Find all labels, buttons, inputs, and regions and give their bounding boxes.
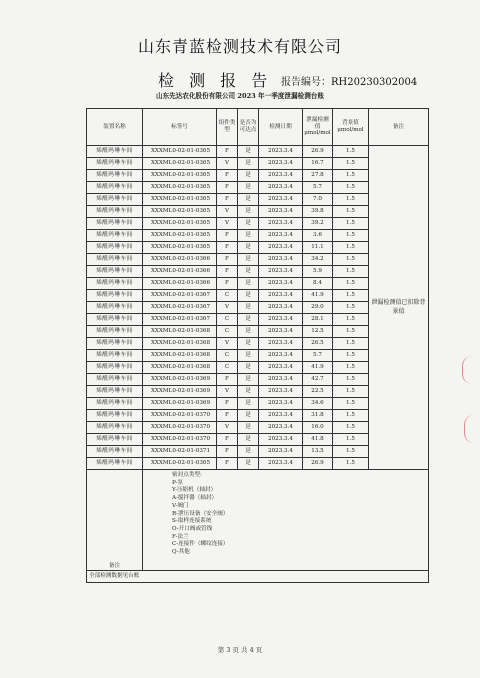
- cell-background: 1.5: [333, 338, 369, 350]
- cell-date: 2023.3.4: [259, 350, 303, 362]
- cell-component: C: [217, 362, 238, 374]
- cell-device: 烯酰吗啉车间: [87, 422, 143, 434]
- cell-component: F: [217, 146, 238, 158]
- cell-device: 烯酰吗啉车间: [87, 254, 143, 266]
- cell-date: 2023.3.4: [259, 278, 303, 290]
- cell-value: 16.0: [303, 422, 333, 434]
- cell-device: 烯酰吗啉车间: [87, 290, 143, 302]
- cell-value: 8.4: [303, 278, 333, 290]
- report-number: 报告编号：RH20230302004: [281, 77, 418, 88]
- legend-item: 密封点类型:: [172, 472, 202, 478]
- cell-value: 5.7: [303, 182, 333, 194]
- cell-date: 2023.3.4: [259, 206, 303, 218]
- cell-background: 1.5: [333, 398, 369, 410]
- cell-value: 5.9: [303, 266, 333, 278]
- cell-tag: XXXML0-02-01-0365: [143, 458, 217, 470]
- cell-device: 烯酰吗啉车间: [87, 326, 143, 338]
- cell-tag: XXXML0-02-01-0370: [143, 410, 217, 422]
- cell-background: 1.5: [333, 350, 369, 362]
- legend-label: 备注: [87, 470, 143, 571]
- cell-device: 烯酰吗啉车间: [87, 242, 143, 254]
- cell-reach: 是: [238, 398, 259, 410]
- cell-tag: XXXML0-02-01-0365: [143, 170, 217, 182]
- cell-date: 2023.3.4: [259, 290, 303, 302]
- cell-tag: XXXML0-02-01-0365: [143, 218, 217, 230]
- cell-value: 3.6: [303, 230, 333, 242]
- cell-tag: XXXML0-02-01-0368: [143, 338, 217, 350]
- cell-value: 5.7: [303, 350, 333, 362]
- cell-background: 1.5: [333, 290, 369, 302]
- header-background: 背景值 μmol/mol: [333, 109, 369, 146]
- cell-reach: 是: [238, 326, 259, 338]
- cell-reach: 是: [238, 302, 259, 314]
- cell-reach: 是: [238, 230, 259, 242]
- cell-background: 1.5: [333, 254, 369, 266]
- cell-background: 1.5: [333, 446, 369, 458]
- cell-device: 烯酰吗啉车间: [87, 194, 143, 206]
- cell-value: 26.9: [303, 458, 333, 470]
- cell-reach: 是: [238, 242, 259, 254]
- cell-tag: XXXML0-02-01-0365: [143, 158, 217, 170]
- cell-component: V: [217, 338, 238, 350]
- cell-reach: 是: [238, 206, 259, 218]
- cell-device: 烯酰吗啉车间: [87, 278, 143, 290]
- cell-tag: XXXML0-02-01-0365: [143, 194, 217, 206]
- cell-background: 1.5: [333, 434, 369, 446]
- cell-date: 2023.3.4: [259, 446, 303, 458]
- cell-reach: 是: [238, 446, 259, 458]
- cell-component: C: [217, 326, 238, 338]
- cell-reach: 是: [238, 290, 259, 302]
- legend-item: Q-其他: [172, 549, 190, 556]
- cell-tag: XXXML0-02-01-0365: [143, 230, 217, 242]
- cell-date: 2023.3.4: [259, 374, 303, 386]
- report-title: 检 测 报 告: [158, 71, 273, 90]
- cell-component: F: [217, 434, 238, 446]
- cell-date: 2023.3.4: [259, 146, 303, 158]
- cell-device: 烯酰吗啉车间: [87, 398, 143, 410]
- cell-value: 41.9: [303, 290, 333, 302]
- cell-device: 烯酰吗啉车间: [87, 182, 143, 194]
- cell-reach: 是: [238, 338, 259, 350]
- cell-date: 2023.3.4: [259, 254, 303, 266]
- cell-tag: XXXML0-02-01-0369: [143, 386, 217, 398]
- cell-device: 烯酰吗啉车间: [87, 458, 143, 470]
- cell-tag: XXXML0-02-01-0368: [143, 326, 217, 338]
- cell-date: 2023.3.4: [259, 434, 303, 446]
- cell-background: 1.5: [333, 206, 369, 218]
- legend-item: Y-压缩机（轴封）: [172, 487, 217, 494]
- cell-component: V: [217, 218, 238, 230]
- cell-background: 1.5: [333, 218, 369, 230]
- legend-item: V-阀门: [172, 502, 189, 509]
- cell-date: 2023.3.4: [259, 194, 303, 206]
- cell-device: 烯酰吗啉车间: [87, 230, 143, 242]
- cell-background: 1.5: [333, 302, 369, 314]
- cell-device: 烯酰吗啉车间: [87, 350, 143, 362]
- legend-item: O-开口阀或管线: [172, 526, 213, 533]
- cell-component: F: [217, 446, 238, 458]
- cell-tag: XXXML0-02-01-0366: [143, 278, 217, 290]
- cell-device: 烯酰吗啉车间: [87, 218, 143, 230]
- cell-date: 2023.3.4: [259, 338, 303, 350]
- header-device: 装置名称: [87, 109, 143, 146]
- cell-device: 烯酰吗啉车间: [87, 158, 143, 170]
- cell-value: 27.8: [303, 170, 333, 182]
- cell-reach: 是: [238, 218, 259, 230]
- cell-date: 2023.3.4: [259, 230, 303, 242]
- cell-device: 烯酰吗啉车间: [87, 386, 143, 398]
- cell-tag: XXXML0-02-01-0365: [143, 242, 217, 254]
- cell-reach: 是: [238, 410, 259, 422]
- cell-reach: 是: [238, 194, 259, 206]
- cell-tag: XXXML0-02-01-0369: [143, 374, 217, 386]
- cell-tag: XXXML0-02-01-0369: [143, 398, 217, 410]
- cell-reach: 是: [238, 434, 259, 446]
- cell-value: 11.1: [303, 242, 333, 254]
- cell-tag: XXXML0-02-01-0368: [143, 350, 217, 362]
- cell-value: 39.2: [303, 218, 333, 230]
- seal-type-legend: [143, 470, 429, 571]
- cell-tag: XXXML0-02-01-0368: [143, 362, 217, 374]
- legend-item: R-泄压设备（安全阀）: [172, 510, 229, 517]
- cell-date: 2023.3.4: [259, 422, 303, 434]
- remark-note: 泄漏检测值已扣除背景值: [369, 146, 429, 470]
- cell-component: F: [217, 170, 238, 182]
- cell-tag: XXXML0-02-01-0370: [143, 434, 217, 446]
- cell-component: F: [217, 374, 238, 386]
- cell-device: 烯酰吗啉车间: [87, 362, 143, 374]
- cell-component: V: [217, 302, 238, 314]
- cell-reach: 是: [238, 314, 259, 326]
- cell-component: V: [217, 158, 238, 170]
- cell-value: 22.5: [303, 386, 333, 398]
- cell-device: 烯酰吗啉车间: [87, 374, 143, 386]
- cell-device: 烯酰吗啉车间: [87, 314, 143, 326]
- cell-component: F: [217, 242, 238, 254]
- seal-stamp-fragment: [462, 356, 473, 384]
- cell-component: C: [217, 314, 238, 326]
- cell-value: 26.5: [303, 338, 333, 350]
- legend-row: [87, 470, 429, 571]
- cell-reach: 是: [238, 182, 259, 194]
- legend-item: F-法兰: [172, 533, 189, 540]
- cell-background: 1.5: [333, 278, 369, 290]
- cell-value: 31.8: [303, 410, 333, 422]
- cell-reach: 是: [238, 266, 259, 278]
- cell-tag: XXXML0-02-01-0367: [143, 314, 217, 326]
- cell-date: 2023.3.4: [259, 266, 303, 278]
- cell-date: 2023.3.4: [259, 458, 303, 470]
- legend-item: A-搅拌器（轴封）: [172, 495, 218, 502]
- cell-component: V: [217, 422, 238, 434]
- cell-device: 烯酰吗啉车间: [87, 266, 143, 278]
- cell-reach: 是: [238, 170, 259, 182]
- cell-component: F: [217, 398, 238, 410]
- cell-reach: 是: [238, 146, 259, 158]
- cell-component: F: [217, 182, 238, 194]
- seal-stamp-fragment: [464, 415, 475, 443]
- cell-device: 烯酰吗啉车间: [87, 338, 143, 350]
- cell-device: 烯酰吗啉车间: [87, 302, 143, 314]
- header-tag: 标签号: [143, 109, 217, 146]
- cell-value: 42.7: [303, 374, 333, 386]
- cell-background: 1.5: [333, 158, 369, 170]
- cell-component: F: [217, 254, 238, 266]
- cell-date: 2023.3.4: [259, 362, 303, 374]
- cell-background: 1.5: [333, 242, 369, 254]
- cell-date: 2023.3.4: [259, 242, 303, 254]
- cell-tag: XXXML0-02-01-0371: [143, 446, 217, 458]
- header-component: 组件类型: [217, 109, 238, 146]
- cell-background: 1.5: [333, 458, 369, 470]
- cell-value: 34.2: [303, 254, 333, 266]
- cell-device: 烯酰吗啉车间: [87, 410, 143, 422]
- cell-background: 1.5: [333, 422, 369, 434]
- cell-tag: XXXML0-02-01-0366: [143, 254, 217, 266]
- cell-background: 1.5: [333, 374, 369, 386]
- cell-component: V: [217, 206, 238, 218]
- cell-component: C: [217, 350, 238, 362]
- table-row: [87, 146, 429, 158]
- cell-component: F: [217, 410, 238, 422]
- header-reach: 是否为可达点: [238, 109, 259, 146]
- company-name: 山东青蓝检测技术有限公司: [137, 37, 342, 56]
- cell-tag: XXXML0-02-01-0367: [143, 290, 217, 302]
- cell-date: 2023.3.4: [259, 386, 303, 398]
- legend-item: P-泵: [172, 479, 183, 486]
- cell-value: 26.9: [303, 146, 333, 158]
- cell-device: 烯酰吗啉车间: [87, 206, 143, 218]
- cell-device: 烯酰吗啉车间: [87, 146, 143, 158]
- cell-date: 2023.3.4: [259, 410, 303, 422]
- cell-reach: 是: [238, 362, 259, 374]
- cell-background: 1.5: [333, 386, 369, 398]
- cell-reach: 是: [238, 374, 259, 386]
- cell-date: 2023.3.4: [259, 326, 303, 338]
- cell-value: 12.5: [303, 326, 333, 338]
- cell-tag: XXXML0-02-01-0370: [143, 422, 217, 434]
- cell-value: 7.0: [303, 194, 333, 206]
- header-date: 检测日期: [259, 109, 303, 146]
- cell-component: F: [217, 458, 238, 470]
- cell-value: 29.0: [303, 302, 333, 314]
- table-body: [87, 146, 429, 470]
- cell-reach: 是: [238, 422, 259, 434]
- cell-background: 1.5: [333, 170, 369, 182]
- cell-tag: XXXML0-02-01-0367: [143, 302, 217, 314]
- cell-reach: 是: [238, 278, 259, 290]
- cell-value: 13.5: [303, 446, 333, 458]
- cell-background: 1.5: [333, 362, 369, 374]
- page-number: 第 3 页 共 4 页: [217, 646, 263, 654]
- cell-background: 1.5: [333, 194, 369, 206]
- cell-date: 2023.3.4: [259, 170, 303, 182]
- footer-row: [87, 571, 429, 583]
- cell-background: 1.5: [333, 182, 369, 194]
- cell-background: 1.5: [333, 266, 369, 278]
- ledger-subtitle: 山东先达农化股份有限公司 2023 年一季度泄漏检测台账: [155, 92, 324, 100]
- cell-date: 2023.3.4: [259, 158, 303, 170]
- cell-device: 烯酰吗啉车间: [87, 446, 143, 458]
- cell-date: 2023.3.4: [259, 182, 303, 194]
- cell-reach: 是: [238, 458, 259, 470]
- legend-item: C-连接件（螺纹连接）: [172, 541, 229, 548]
- cell-component: F: [217, 194, 238, 206]
- cell-tag: XXXML0-02-01-0365: [143, 206, 217, 218]
- cell-background: 1.5: [333, 314, 369, 326]
- cell-component: F: [217, 230, 238, 242]
- cell-component: C: [217, 290, 238, 302]
- cell-date: 2023.3.4: [259, 302, 303, 314]
- cell-date: 2023.3.4: [259, 398, 303, 410]
- header-value: 泄漏检测值 μmol/mol: [303, 109, 333, 146]
- cell-value: 34.6: [303, 398, 333, 410]
- cell-component: V: [217, 386, 238, 398]
- header-remark: 备注: [369, 109, 429, 146]
- cell-component: F: [217, 278, 238, 290]
- cell-background: 1.5: [333, 410, 369, 422]
- table-header-row: [87, 109, 429, 146]
- cell-value: 41.9: [303, 362, 333, 374]
- cell-device: 烯酰吗啉车间: [87, 170, 143, 182]
- cell-tag: XXXML0-02-01-0366: [143, 266, 217, 278]
- leak-detection-table: [86, 108, 429, 583]
- cell-value: 28.1: [303, 314, 333, 326]
- cell-value: 16.7: [303, 158, 333, 170]
- cell-background: 1.5: [333, 326, 369, 338]
- cell-tag: XXXML0-02-01-0365: [143, 182, 217, 194]
- cell-background: 1.5: [333, 146, 369, 158]
- cell-tag: XXXML0-02-01-0365: [143, 146, 217, 158]
- cell-background: 1.5: [333, 230, 369, 242]
- cell-date: 2023.3.4: [259, 314, 303, 326]
- cell-component: F: [217, 266, 238, 278]
- cell-value: 41.8: [303, 434, 333, 446]
- cell-date: 2023.3.4: [259, 218, 303, 230]
- cell-reach: 是: [238, 386, 259, 398]
- cell-value: 39.8: [303, 206, 333, 218]
- cell-reach: 是: [238, 254, 259, 266]
- legend-item: S-取样连接系统: [172, 518, 212, 525]
- cell-reach: 是: [238, 158, 259, 170]
- cell-reach: 是: [238, 350, 259, 362]
- footer-note: 全部检测数据见台账: [87, 571, 429, 583]
- cell-device: 烯酰吗啉车间: [87, 434, 143, 446]
